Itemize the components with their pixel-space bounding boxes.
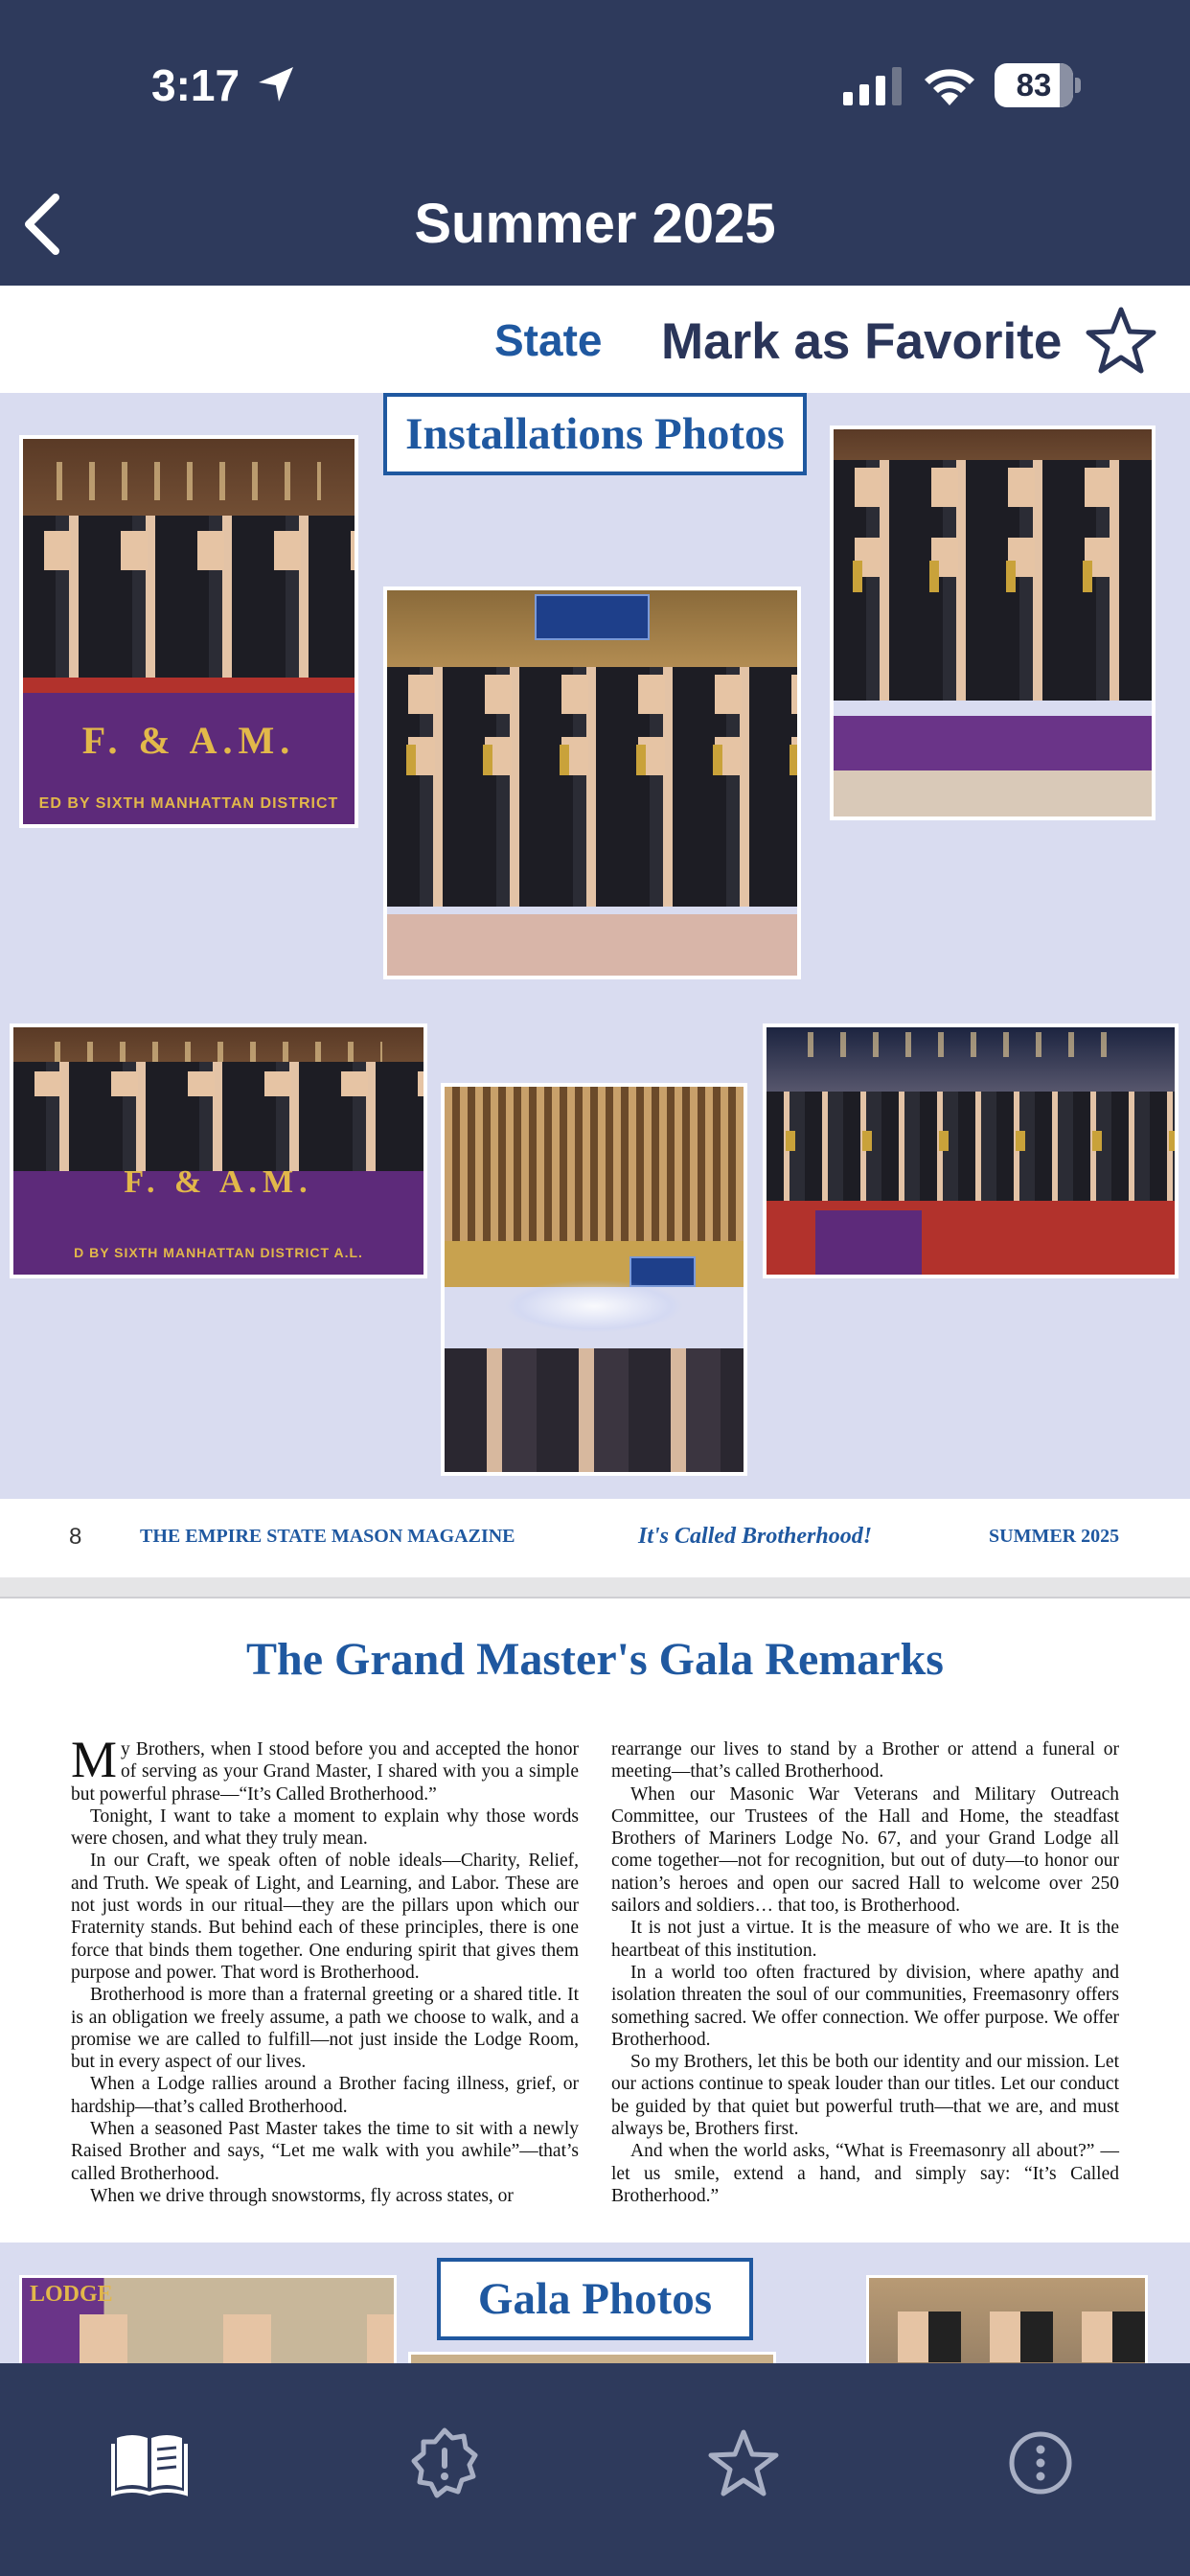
favorites-bar xyxy=(0,286,1190,393)
installation-photo-6 xyxy=(763,1024,1179,1278)
gala-photos-section xyxy=(0,2242,1190,2363)
article-paragraph: So my Brothers, let this be both our identity and our mission. Let our actions continue to speak louder than our titles. Let our conduct be guided by that quiet but powerful truth—that we are, and must always be, Brothers first. xyxy=(611,2052,1119,2140)
paragraph-text: y Brothers, when I stood before you and accepted the honor of serving as your Grand Master, I shared with you a simple but powerful phrase—“It’s Called Brotherhood.” xyxy=(71,1739,579,1805)
battery-icon xyxy=(995,63,1073,107)
status-time: 3:17 xyxy=(151,60,240,110)
wifi-icon xyxy=(922,63,977,105)
page-tagline: It's Called Brotherhood! xyxy=(638,1524,873,1549)
article-paragraph: When a Lodge rallies around a Brother facing illness, grief, or hardship—that’s called Brotherhood. xyxy=(71,2074,579,2117)
gala-photo-1-lettering: LODGE xyxy=(30,2282,113,2307)
battery-cap xyxy=(1075,78,1081,93)
article-paragraph: In our Craft, we speak often of noble ideals—Charity, Relief, and Truth. We speak of Light, and Learning, and Labor. These are not just words in our ritual—they are the pillars upon which our Fraternity stands. But behind each of these principles, there is one force that binds them together. One enduring spirit that gives them purpose and power. That word is Brotherhood. xyxy=(71,1851,579,1983)
drop-cap: M xyxy=(71,1731,118,1788)
page-divider xyxy=(0,1577,1190,1598)
nav-title: Summer 2025 xyxy=(414,193,776,255)
article-paragraph: It is not just a virtue. It is the measure of who we are. It is the heartbeat of this institution. xyxy=(611,1918,1119,1961)
battery-indicator xyxy=(995,63,1081,107)
article-paragraph: Tonight, I want to take a moment to explain why those words were chosen, and what they truly mean. xyxy=(71,1806,579,1850)
state-link[interactable]: State xyxy=(494,315,603,365)
more-icon[interactable] xyxy=(1002,2425,1079,2501)
article-paragraph: When our Masonic War Veterans and Military Outreach Committee, our Trustees of the Hall and Home, the steadfast Brothers of Mariners Lodge No. 67, and your Grand Lodge all come together—not for recognition, but out of duty—to honor our nation’s heroes and open our sacred Hall to welcome over 250 sailors and soldiers… that too, is Brotherhood. xyxy=(611,1783,1119,1917)
gala-photos-heading: Gala Photos xyxy=(437,2258,753,2340)
photo-4-cloth-lettering: F. & A.M. xyxy=(124,1163,313,1200)
installation-photo-2 xyxy=(383,586,801,979)
installation-photo-1 xyxy=(19,435,358,828)
article-paragraph: When we drive through snowstorms, fly across states, or xyxy=(90,2185,514,2206)
app-header xyxy=(0,0,1190,286)
favorite-star-icon[interactable] xyxy=(1085,305,1157,376)
installation-photo-3 xyxy=(830,426,1156,820)
installations-photos-heading: Installations Photos xyxy=(383,393,807,475)
article-column-right xyxy=(611,1738,1119,2207)
gala-photo-1 xyxy=(19,2275,397,2363)
article-paragraph: Brotherhood is more than a fraternal greeting or a shared title. It is an obligation we freely assume, a path we choose to walk, and a promise we are called to fulfill—not just inside the Lodge Room, but in every aspect of our lives. xyxy=(71,1985,579,2073)
photo-4-cloth-subtext: D BY SIXTH MANHATTAN DISTRICT A.L. xyxy=(74,1244,363,1260)
alert-badge-icon[interactable] xyxy=(406,2425,483,2501)
magazine-name: THE EMPIRE STATE MASON MAGAZINE xyxy=(140,1526,515,1547)
issue-name: SUMMER 2025 xyxy=(989,1526,1120,1547)
article-paragraph: rearrange our lives to stand by a Brother or attend a funeral or meeting—that’s called Brotherhood. xyxy=(611,1739,1119,1782)
article-paragraph: And when the world asks, “What is Freemasonry all about?” — let us smile, extend a hand, and simply say: “It’s Called Brotherhood.” xyxy=(611,2141,1119,2206)
article-paragraph: When a seasoned Past Master takes the time to sit with a newly Raised Brother and says, “Let me walk with you awhile”—that’s called Brotherhood. xyxy=(71,2119,579,2184)
article-paragraph: In a world too often fractured by division, where apathy and isolation threaten the soul of our communities, Freemasonry offers something sacred. We offer connection. We offer purpose. We offer Brotherhood. xyxy=(611,1962,1119,2050)
book-icon[interactable] xyxy=(111,2425,188,2501)
page-footer xyxy=(0,1499,1190,1577)
mark-as-favorite-button[interactable]: Mark as Favorite xyxy=(661,313,1063,370)
photo-1-cloth-lettering: F. & A.M. xyxy=(81,718,296,762)
location-arrow-icon xyxy=(255,63,297,105)
article-title: The Grand Master's Gala Remarks xyxy=(246,1634,944,1685)
page-number: 8 xyxy=(69,1524,82,1550)
gala-photo-2 xyxy=(408,2352,776,2363)
cellular-signal-icon xyxy=(843,67,904,105)
photo-1-cloth-subtext: ED BY SIXTH MANHATTAN DISTRICT xyxy=(38,794,339,812)
tab-bar xyxy=(0,2363,1190,2576)
star-icon[interactable] xyxy=(705,2425,782,2501)
magazine-page-gala-remarks xyxy=(0,1598,1190,2242)
installation-photo-4 xyxy=(10,1024,427,1278)
article-paragraph xyxy=(71,1731,579,1806)
article-column-left xyxy=(71,1731,579,2207)
gala-photo-3 xyxy=(866,2275,1148,2363)
battery-percent: 83 xyxy=(1016,67,1052,103)
installation-photo-5 xyxy=(441,1083,747,1476)
